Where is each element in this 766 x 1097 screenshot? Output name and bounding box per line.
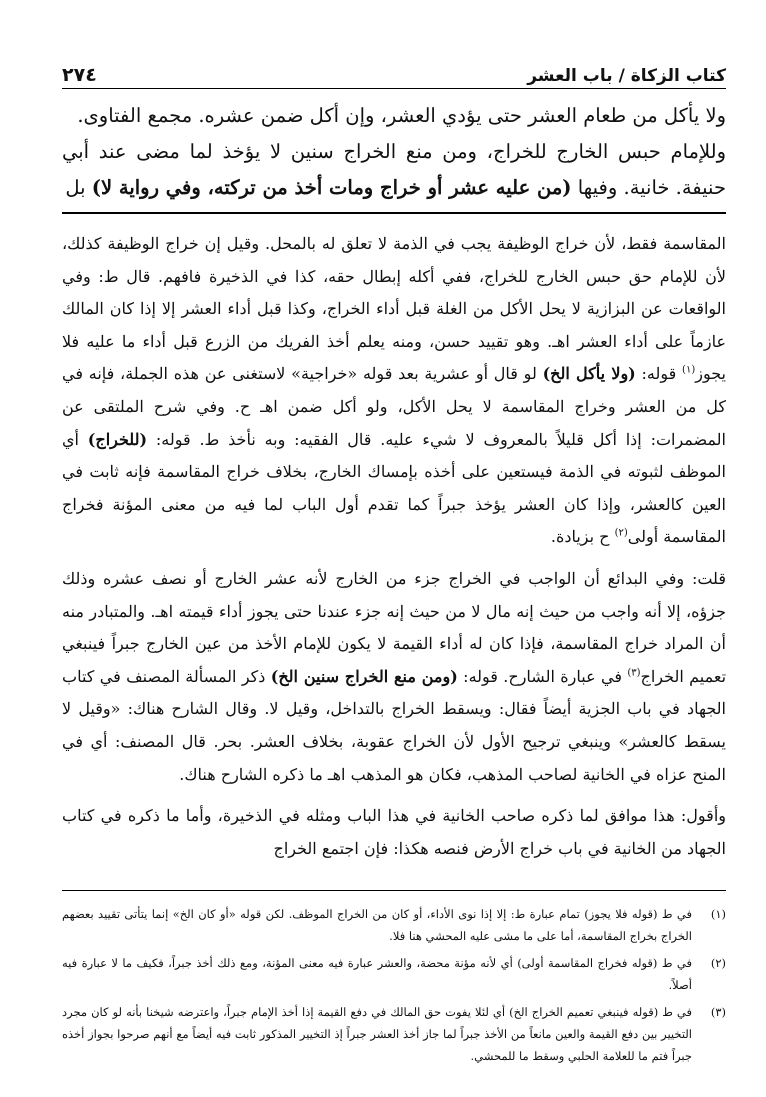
footnote-ref: (٣) bbox=[627, 667, 641, 679]
quoted-lemma: (ولا يأكل الخ) bbox=[542, 364, 636, 384]
matn-bold-phrase: (من عليه عشر أو خراج ومات أخذ من تركته، وفي رواية لا) bbox=[91, 176, 572, 199]
footnote-text: في ط (قوله فلا يجوز) تمام عبارة ط: إلا إذا نوى الأداء، أو كان من الخراج الموظف. لكن قوله «أو كان الخ» إنما يتأتى تقييد بعضهم الخراج بخراج المقاسمة، أما على ما مشى عليه المحشي هنا فلا. bbox=[62, 907, 692, 943]
footnote-number: (١) bbox=[710, 907, 726, 921]
main-text bbox=[62, 98, 726, 208]
chapter-title: كتاب الزكاة / باب العشر bbox=[527, 66, 726, 86]
footnote-ref: (١) bbox=[682, 365, 696, 377]
commentary-paragraph: المقاسمة فقط، لأن خراج الوظيفة يجب في الذمة لا تعلق له بالمحل. وقيل إن خراج الوظيفة كذلك، لأن للإمام حق حبس الخارج للخراج، ففي أكله إبطال حقه، كذا في الذخيرة فافهم. قال ط: وفي الواقعات عن البزازية لا يحل الأكل من الغلة قبل أداء الخراج، وكذا قبل أداء العشر إلا إذا كان المالك عازماً على أداء العشر اهـ. وهو تقييد حسن، ومنه يعلم أخذ الفريك من الزرع قبل أداء ما عليه فلا يجوز$^{(١)}$ قوله: (ولا يأكل الخ) لو قال أو عشرية بعد قوله «خراجية» لاستغنى عن هذه الجملة، فإنه في كل من العشر وخراج المقاسمة لا يحل الأكل، ولو أكل ضمن اهـ ح. وفي شرح الملتقى عن المضمرات: إذا أكل قليلاً بالمعروف لا شيء عليه. قال الفقيه: وبه نأخذ ط. قوله: (للخراج) أي الموظف لثبوته في الذمة فيستعين على أخذه بإمساك الخارج، بخلاف خراج المقاسمة فإنه ثابت في العين كالعشر، وإذا كان العشر يؤخذ جبراً كما تقدم أول الباب لما فيه من معنى المؤنة فخراج المقاسمة أولى$^{(٢)}$ ح بزيادة. bbox=[62, 234, 726, 547]
footnotes bbox=[62, 903, 726, 1072]
quoted-lemma: (للخراج) bbox=[87, 429, 148, 449]
footnote-divider bbox=[62, 890, 726, 891]
matn-line: وللإمام حبس الخارج للخراج، ومن منع الخراج سنين لا يؤخذ لما مضى عند أبي حنيفة. خانية. وفيها (من عليه عشر أو خراج ومات أخذ من تركته، وفي رواية لا) بل bbox=[62, 140, 726, 199]
page-number: ٢٧٤ bbox=[62, 64, 97, 86]
footnote-text: في ط (قوله فخراج المقاسمة أولى) أي لأنه مؤنة محضة، والعشر عبارة فيه معنى المؤنة، ومع ذلك أخذ جبراً، فكيف ما لا عبارة فيه أصلاً. bbox=[62, 956, 692, 992]
footnote bbox=[62, 903, 726, 947]
footnote-text: في ط (قوله فينبغي تعميم الخراج الخ) أي لئلا يفوت حق المالك في دفع القيمة إذا أخذ الإمام جبراً، واعترضه شيخنا بأنه لو كان مجرد التخيير بين دفع القيمة والعين مانعاً من الأخذ جبراً لما جاز أخذ العشر جبراً إذ التخيير المذكور ثابت فيه أيضاً مع أنهم صرحوا بجواز أخذه جبراً فتم ما للعلامة الحلبي وسقط ما للمحشي. bbox=[62, 1005, 692, 1063]
footnote-ref: (٢) bbox=[614, 528, 628, 540]
matn-line: ولا يأكل من طعام العشر حتى يؤدي العشر، وإن أكل ضمن عشره. مجمع الفتاوى. bbox=[77, 104, 726, 127]
commentary-text bbox=[62, 228, 726, 865]
commentary-paragraph: وأقول: هذا موافق لما ذكره صاحب الخانية في هذا الباب ومثله في الذخيرة، وأما ما ذكره في كتاب الجهاد من الخانية في باب خراج الأرض فنصه هكذا: فإن اجتمع الخراج bbox=[62, 806, 726, 858]
footnote-number: (٣) bbox=[710, 1005, 726, 1019]
commentary-paragraph: قلت: وفي البدائع أن الواجب في الخراج جزء من الخارج لأنه عشر الخارج أو نصف عشره وذلك جزؤه، إلا أنه واجب من حيث إنه مال لا من حيث إنه جزء عندنا حتى يجوز أداء قيمته اهـ. والمتبادر منه أن المراد خراج المقاسمة، فإذا كان له أداء القيمة لا يكون للإمام الأخذ من عين الخارج جبراً فينبغي تعميم الخراج$^{(٣)}$ في عبارة الشارح. قوله: (ومن منع الخراج سنين الخ) ذكر المسألة المصنف في كتاب الجهاد في باب الجزية أيضاً فقال: ويسقط الخراج بالتداخل، وقيل لا. وقال الشارح هناك: «وقيل لا يسقط كالعشر» وينبغي ترجيح الأول لأن الخراج عقوبة، بخلاف العشر. بحر. قال المصنف: أي في المنح عزاه في الخانية لصاحب المذهب، فكان هو المذهب اهـ ما ذكره الشارح هناك. bbox=[62, 568, 727, 784]
running-header bbox=[62, 52, 726, 89]
footnote bbox=[62, 952, 726, 996]
quoted-lemma: (ومن منع الخراج سنين الخ) bbox=[270, 666, 458, 686]
footnote bbox=[62, 1001, 726, 1067]
footnote-number: (٢) bbox=[710, 956, 726, 970]
main-divider bbox=[62, 212, 726, 214]
